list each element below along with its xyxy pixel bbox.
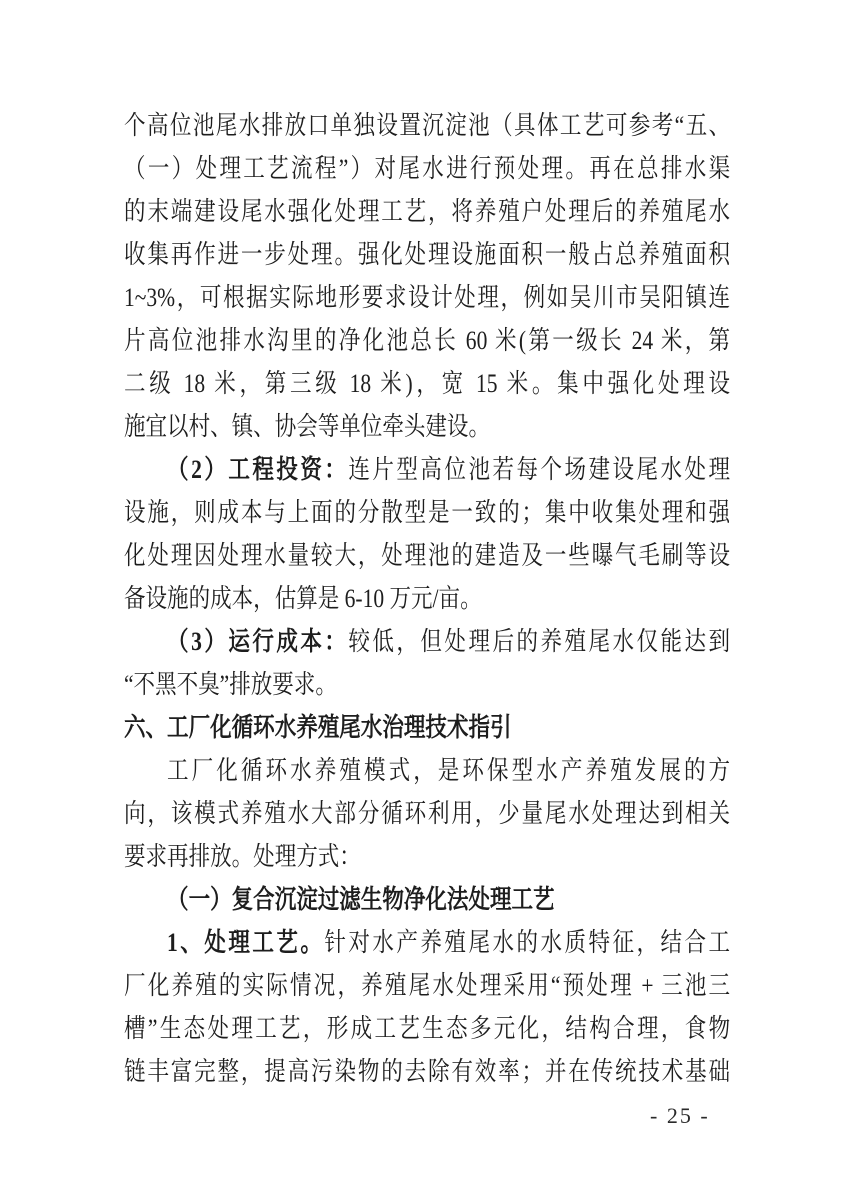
text-line — [124, 749, 730, 792]
text-segment: （一）处理工艺流程”）对尾水进行预处理。再在总排水渠 — [124, 154, 731, 183]
text-segment: 针对水产养殖尾水的水质特征，结合工 — [324, 928, 731, 957]
text-segment: 二级 18 米，第三级 18 米)，宽 15 米。集中强化处理设 — [124, 369, 731, 398]
text-segment: 连片型高位池若每个场建设尾水处理 — [348, 455, 731, 484]
text-line — [124, 835, 730, 878]
text-segment: 个高位池尾水排放口单独设置沉淀池（具体工艺可参考“五、 — [124, 111, 731, 140]
text-line — [124, 921, 730, 964]
text-line — [124, 577, 730, 620]
section-heading-line — [124, 706, 730, 749]
document-body — [124, 104, 850, 1093]
text-segment: 向，该模式养殖水大部分循环利用，少量尾水处理达到相关 — [124, 799, 731, 828]
text-segment: 要求再排放。处理方式： — [124, 842, 361, 871]
text-segment: 收集再作进一步处理。强化处理设施面积一般占总养殖面积 — [124, 240, 731, 269]
text-segment: 设施，则成本与上面的分散型是一致的；集中收集处理和强 — [124, 498, 731, 527]
subsection-heading: （一）复合沉淀过滤生物净化法处理工艺 — [167, 885, 555, 914]
text-line — [124, 362, 730, 405]
text-line — [124, 620, 730, 663]
subsection-heading-line — [124, 878, 730, 921]
text-line — [124, 792, 730, 835]
text-line — [124, 190, 730, 233]
text-line — [124, 276, 730, 319]
text-line — [124, 964, 730, 1007]
section-heading: 六、工厂化循环水养殖尾水治理技术指引 — [124, 713, 512, 742]
text-segment: 片高位池排水沟里的净化池总长 60 米(第一级长 24 米，第 — [124, 326, 731, 355]
run-in-heading: （2）工程投资： — [167, 455, 349, 484]
text-line — [124, 448, 730, 491]
text-line — [124, 663, 730, 706]
text-line — [124, 233, 730, 276]
text-segment: 施宜以村、镇、协会等单位牵头建设。 — [124, 412, 490, 441]
text-segment: 较低，但处理后的养殖尾水仅能达到 — [348, 627, 731, 656]
text-line — [124, 104, 730, 147]
text-segment: 槽”生态处理工艺，形成工艺生态多元化，结构合理，食物 — [124, 1014, 731, 1043]
text-line — [124, 1050, 730, 1093]
text-segment: 厂化养殖的实际情况，养殖尾水处理采用“预处理 + 三池三 — [124, 971, 731, 1000]
text-segment: 工厂化循环水养殖模式，是环保型水产养殖发展的方 — [167, 756, 731, 785]
text-line — [124, 405, 730, 448]
text-line — [124, 534, 730, 577]
text-segment: 的末端建设尾水强化处理工艺，将养殖户处理后的养殖尾水 — [124, 197, 731, 226]
text-segment: 链丰富完整，提高污染物的去除有效率；并在传统技术基础 — [124, 1057, 731, 1086]
text-segment: 备设施的成本，估算是 6-10 万元/亩。 — [124, 584, 482, 613]
text-line — [124, 147, 730, 190]
text-line — [124, 491, 730, 534]
text-segment: 1~3%，可根据实际地形要求设计处理，例如吴川市吴阳镇连 — [124, 283, 731, 312]
page-number: - 25 - — [650, 1103, 710, 1128]
run-in-heading: （3）运行成本： — [167, 627, 349, 656]
text-segment: 化处理因处理水量较大，处理池的建造及一些曝气毛刷等设 — [124, 541, 731, 570]
text-line — [124, 319, 730, 362]
text-line — [124, 1007, 730, 1050]
text-segment: “不黑不臭”排放要求。 — [124, 670, 337, 699]
run-in-heading: 1、处理工艺。 — [167, 928, 325, 957]
